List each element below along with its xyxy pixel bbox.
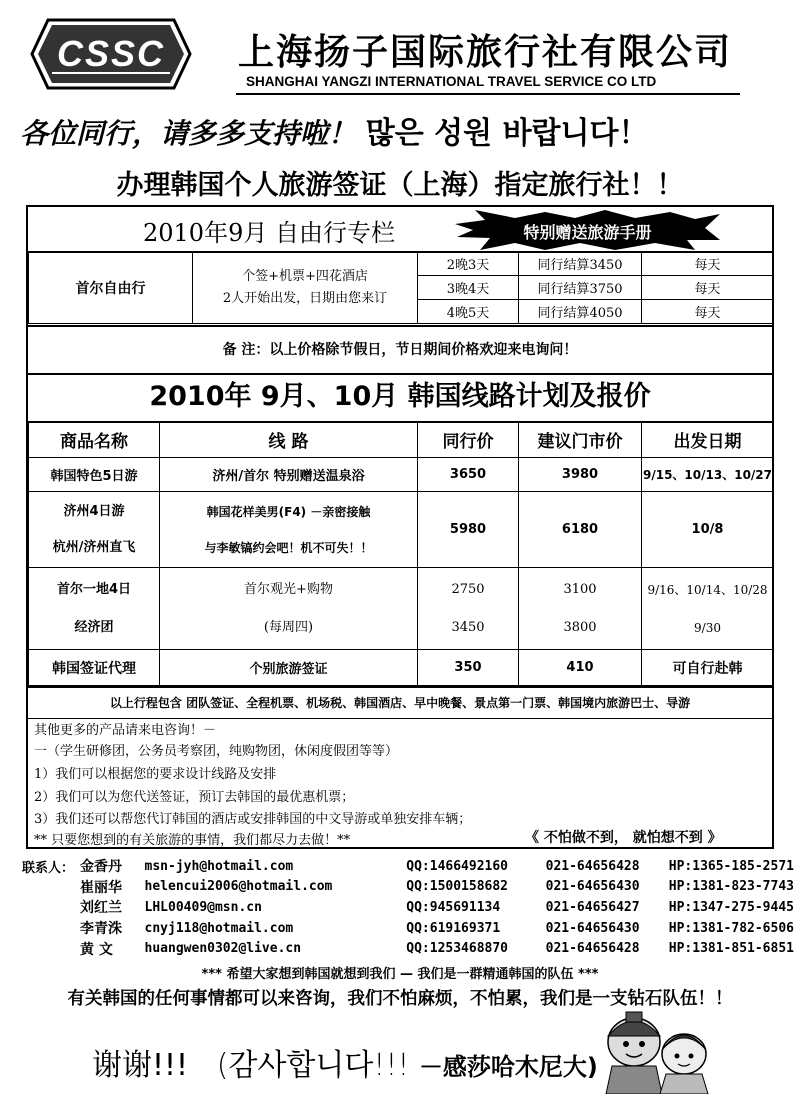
more-line: 3）我们还可以帮您代订韩国的酒店或安排韩国的中文导游或单独安排车辆； xyxy=(34,812,472,827)
company-name-cn: 上海扬子国际旅行社有限公司 xyxy=(238,32,733,73)
desc-line: 个签+机票+四花酒店 xyxy=(242,268,368,284)
price-cell: 同行结算3450 xyxy=(519,252,642,276)
date-line: 9/16、10/14、10/28 xyxy=(647,582,768,597)
route-name xyxy=(29,492,160,568)
header-cell: 线 路 xyxy=(160,422,418,458)
table-row xyxy=(29,492,774,568)
more-line: ** 只要您想到的有关旅游的事情，我们都尽力去做！** xyxy=(34,833,351,848)
route-desc-line: (每周四) xyxy=(263,619,314,635)
route-desc-line: 与李敏镐约会吧！机不可失！！ xyxy=(204,540,373,555)
peer-price xyxy=(418,568,519,650)
departure-date: 10/8 xyxy=(642,492,774,568)
contact-row xyxy=(22,897,800,918)
retail-price: 410 xyxy=(519,650,642,686)
date-line: 9/30 xyxy=(694,620,721,635)
route-desc: 济州/首尔 特别赠送温泉浴 xyxy=(160,458,418,492)
contact-hp: HP:1365-185-2571 xyxy=(668,858,794,874)
contact-label: 联系人： xyxy=(22,860,75,876)
duration-cell: 4晚5天 xyxy=(418,300,519,324)
contact-row xyxy=(22,918,800,939)
thanks-cn: 谢谢!!! xyxy=(92,1048,189,1083)
duration-cell: 2晚3天 xyxy=(418,252,519,276)
contact-name: 李青洙 xyxy=(80,921,123,938)
contact-email[interactable]: LHL00409@msn.cn xyxy=(144,899,262,915)
included-items: 以上行程包含 团队签证、全程机票、机场税、韩国酒店、早中晚餐、景点第一门票、韩国境内旅游巴士、导游 xyxy=(28,686,772,719)
price-note: 备 注：以上价格除节假日，节日期间价格欢迎来电询问！ xyxy=(28,325,772,375)
route-desc: 个别旅游签证 xyxy=(160,650,418,686)
price-cell: 同行结算3750 xyxy=(519,276,642,300)
contact-name: 金香丹 xyxy=(80,859,123,876)
visa-agency-banner: 办理韩国个人旅游签证（上海）指定旅行社！！ xyxy=(116,170,684,201)
product-desc xyxy=(193,252,418,324)
free-travel-table xyxy=(28,251,774,324)
peer-price: 5980 xyxy=(418,492,519,568)
product-name: 首尔自由行 xyxy=(29,252,193,324)
desc-line: 2人开始出发，日期由您来订 xyxy=(222,290,388,306)
peer-price: 3650 xyxy=(418,458,519,492)
contact-name: 刘红兰 xyxy=(80,900,123,917)
mascot-illustration xyxy=(596,1010,716,1094)
contact-row xyxy=(22,938,800,959)
contact-hp: HP:1381-823-7743 xyxy=(668,879,794,895)
price-cell: 同行结算4050 xyxy=(519,300,642,324)
thanks-line xyxy=(92,1040,598,1084)
footer-tagline: *** 希望大家想到韩国就想到我们 — 我们是一群精通韩国的队伍 *** xyxy=(201,967,599,982)
route-name-line: 首尔一地4日 xyxy=(56,581,132,597)
retail-price: 6180 xyxy=(519,492,642,568)
footer-message: 有关韩国的任何事情都可以来咨询，我们不怕麻烦，不怕累，我们是一支钻石队伍！！ xyxy=(67,989,733,1009)
contact-name: 黄 文 xyxy=(80,941,113,958)
peer-price: 350 xyxy=(418,650,519,686)
more-line: 其他更多的产品请来电咨询！－ xyxy=(34,723,217,738)
header-cell: 商品名称 xyxy=(29,422,160,458)
route-name-line: 杭州/济州直飞 xyxy=(52,539,136,555)
contact-tel: 021-64656427 xyxy=(545,899,640,915)
departure-date: 可自行赴韩 xyxy=(642,650,774,686)
route-name-line: 经济团 xyxy=(74,619,114,635)
duration-cell: 3晚4天 xyxy=(418,276,519,300)
free-travel-title: 2010年9月 自由行专栏 xyxy=(143,219,395,247)
retail-price-line: 3100 xyxy=(563,581,597,597)
contact-hp: HP:1347-275-9445 xyxy=(668,899,794,915)
route-name xyxy=(29,568,160,650)
burst-text: 特别赠送旅游手册 xyxy=(523,223,652,242)
route-name: 韩国签证代理 xyxy=(29,650,160,686)
contact-tel: 021-64656430 xyxy=(545,879,640,895)
table-header-row xyxy=(29,422,774,458)
contact-email[interactable]: huangwen0302@live.cn xyxy=(144,941,302,957)
contact-row xyxy=(22,856,800,877)
route-desc-line: 韩国花样美男(F4) －亲密接触 xyxy=(206,504,371,519)
more-line: 1）我们可以根据您的要求设计线路及安排 xyxy=(34,767,277,782)
contact-hp: HP:1381-782-6506 xyxy=(668,920,794,936)
more-line: 一（学生研修团，公务员考察团，纯购物团，休闲度假团等等） xyxy=(34,744,399,759)
route-desc xyxy=(160,568,418,650)
date-cell: 每天 xyxy=(642,300,774,324)
table-row xyxy=(29,252,774,276)
table-row xyxy=(29,458,774,492)
contact-hp: HP:1381-851-6851 xyxy=(668,941,794,957)
contact-qq: QQ:619169371 xyxy=(406,920,501,936)
route-desc-line: 首尔观光+购物 xyxy=(244,581,333,597)
retail-price xyxy=(519,568,642,650)
thanks-ko: (감사합니다!!! xyxy=(216,1048,410,1083)
cssc-logo xyxy=(30,18,192,90)
table-row xyxy=(29,650,774,686)
logo-text: CSSC xyxy=(56,33,166,74)
greeting-cn: 各位同行，请多多支持啦！ xyxy=(20,117,357,150)
contact-qq: QQ:1253468870 xyxy=(406,941,509,957)
contact-qq: QQ:1466492160 xyxy=(406,858,509,874)
company-name-en: SHANGHAI YANGZI INTERNATIONAL TRAVEL SERVICE CO LTD xyxy=(246,74,657,89)
departure-date xyxy=(642,568,774,650)
greeting-ko: 많은 성원 바랍니다！ xyxy=(365,116,649,151)
peer-price-line: 3450 xyxy=(451,619,485,635)
date-cell: 每天 xyxy=(642,252,774,276)
peer-price-line: 2750 xyxy=(451,581,485,597)
slogan: 《 不怕做不到， 就怕想不到 》 xyxy=(525,830,722,846)
more-line: 2）我们可以为您代送签证，预订去韩国的最优惠机票； xyxy=(34,790,355,805)
contact-qq: QQ:1500158682 xyxy=(406,879,509,895)
route-desc xyxy=(160,492,418,568)
contact-qq: QQ:945691134 xyxy=(406,899,501,915)
header-divider xyxy=(236,93,740,95)
header-cell: 建议门市价 xyxy=(519,422,642,458)
routes-title: 2010年 9月、10月 韩国线路计划及报价 xyxy=(28,373,772,423)
header-cell: 同行价 xyxy=(418,422,519,458)
contact-email[interactable]: cnyj118@hotmail.com xyxy=(144,920,294,936)
greeting-banner xyxy=(20,108,649,152)
contact-email[interactable]: msn-jyh@hotmail.com xyxy=(144,858,294,874)
contact-email[interactable]: helencui2006@hotmail.com xyxy=(144,879,333,895)
routes-table xyxy=(28,421,774,686)
route-name: 韩国特色5日游 xyxy=(29,458,160,492)
contact-row xyxy=(22,877,800,898)
route-name-line: 济州4日游 xyxy=(63,503,125,519)
contact-tel: 021-64656428 xyxy=(545,941,640,957)
retail-price-line: 3800 xyxy=(563,619,597,635)
departure-date: 9/15、10/13、10/27 xyxy=(642,458,774,492)
header-cell: 出发日期 xyxy=(642,422,774,458)
table-row xyxy=(29,568,774,650)
contact-tel: 021-64656430 xyxy=(545,920,640,936)
contact-name: 崔丽华 xyxy=(80,879,123,896)
retail-price: 3980 xyxy=(519,458,642,492)
thanks-tail: －感莎哈木尼大) xyxy=(418,1053,598,1081)
contact-table xyxy=(22,856,800,959)
contact-tel: 021-64656428 xyxy=(545,858,640,874)
date-cell: 每天 xyxy=(642,276,774,300)
